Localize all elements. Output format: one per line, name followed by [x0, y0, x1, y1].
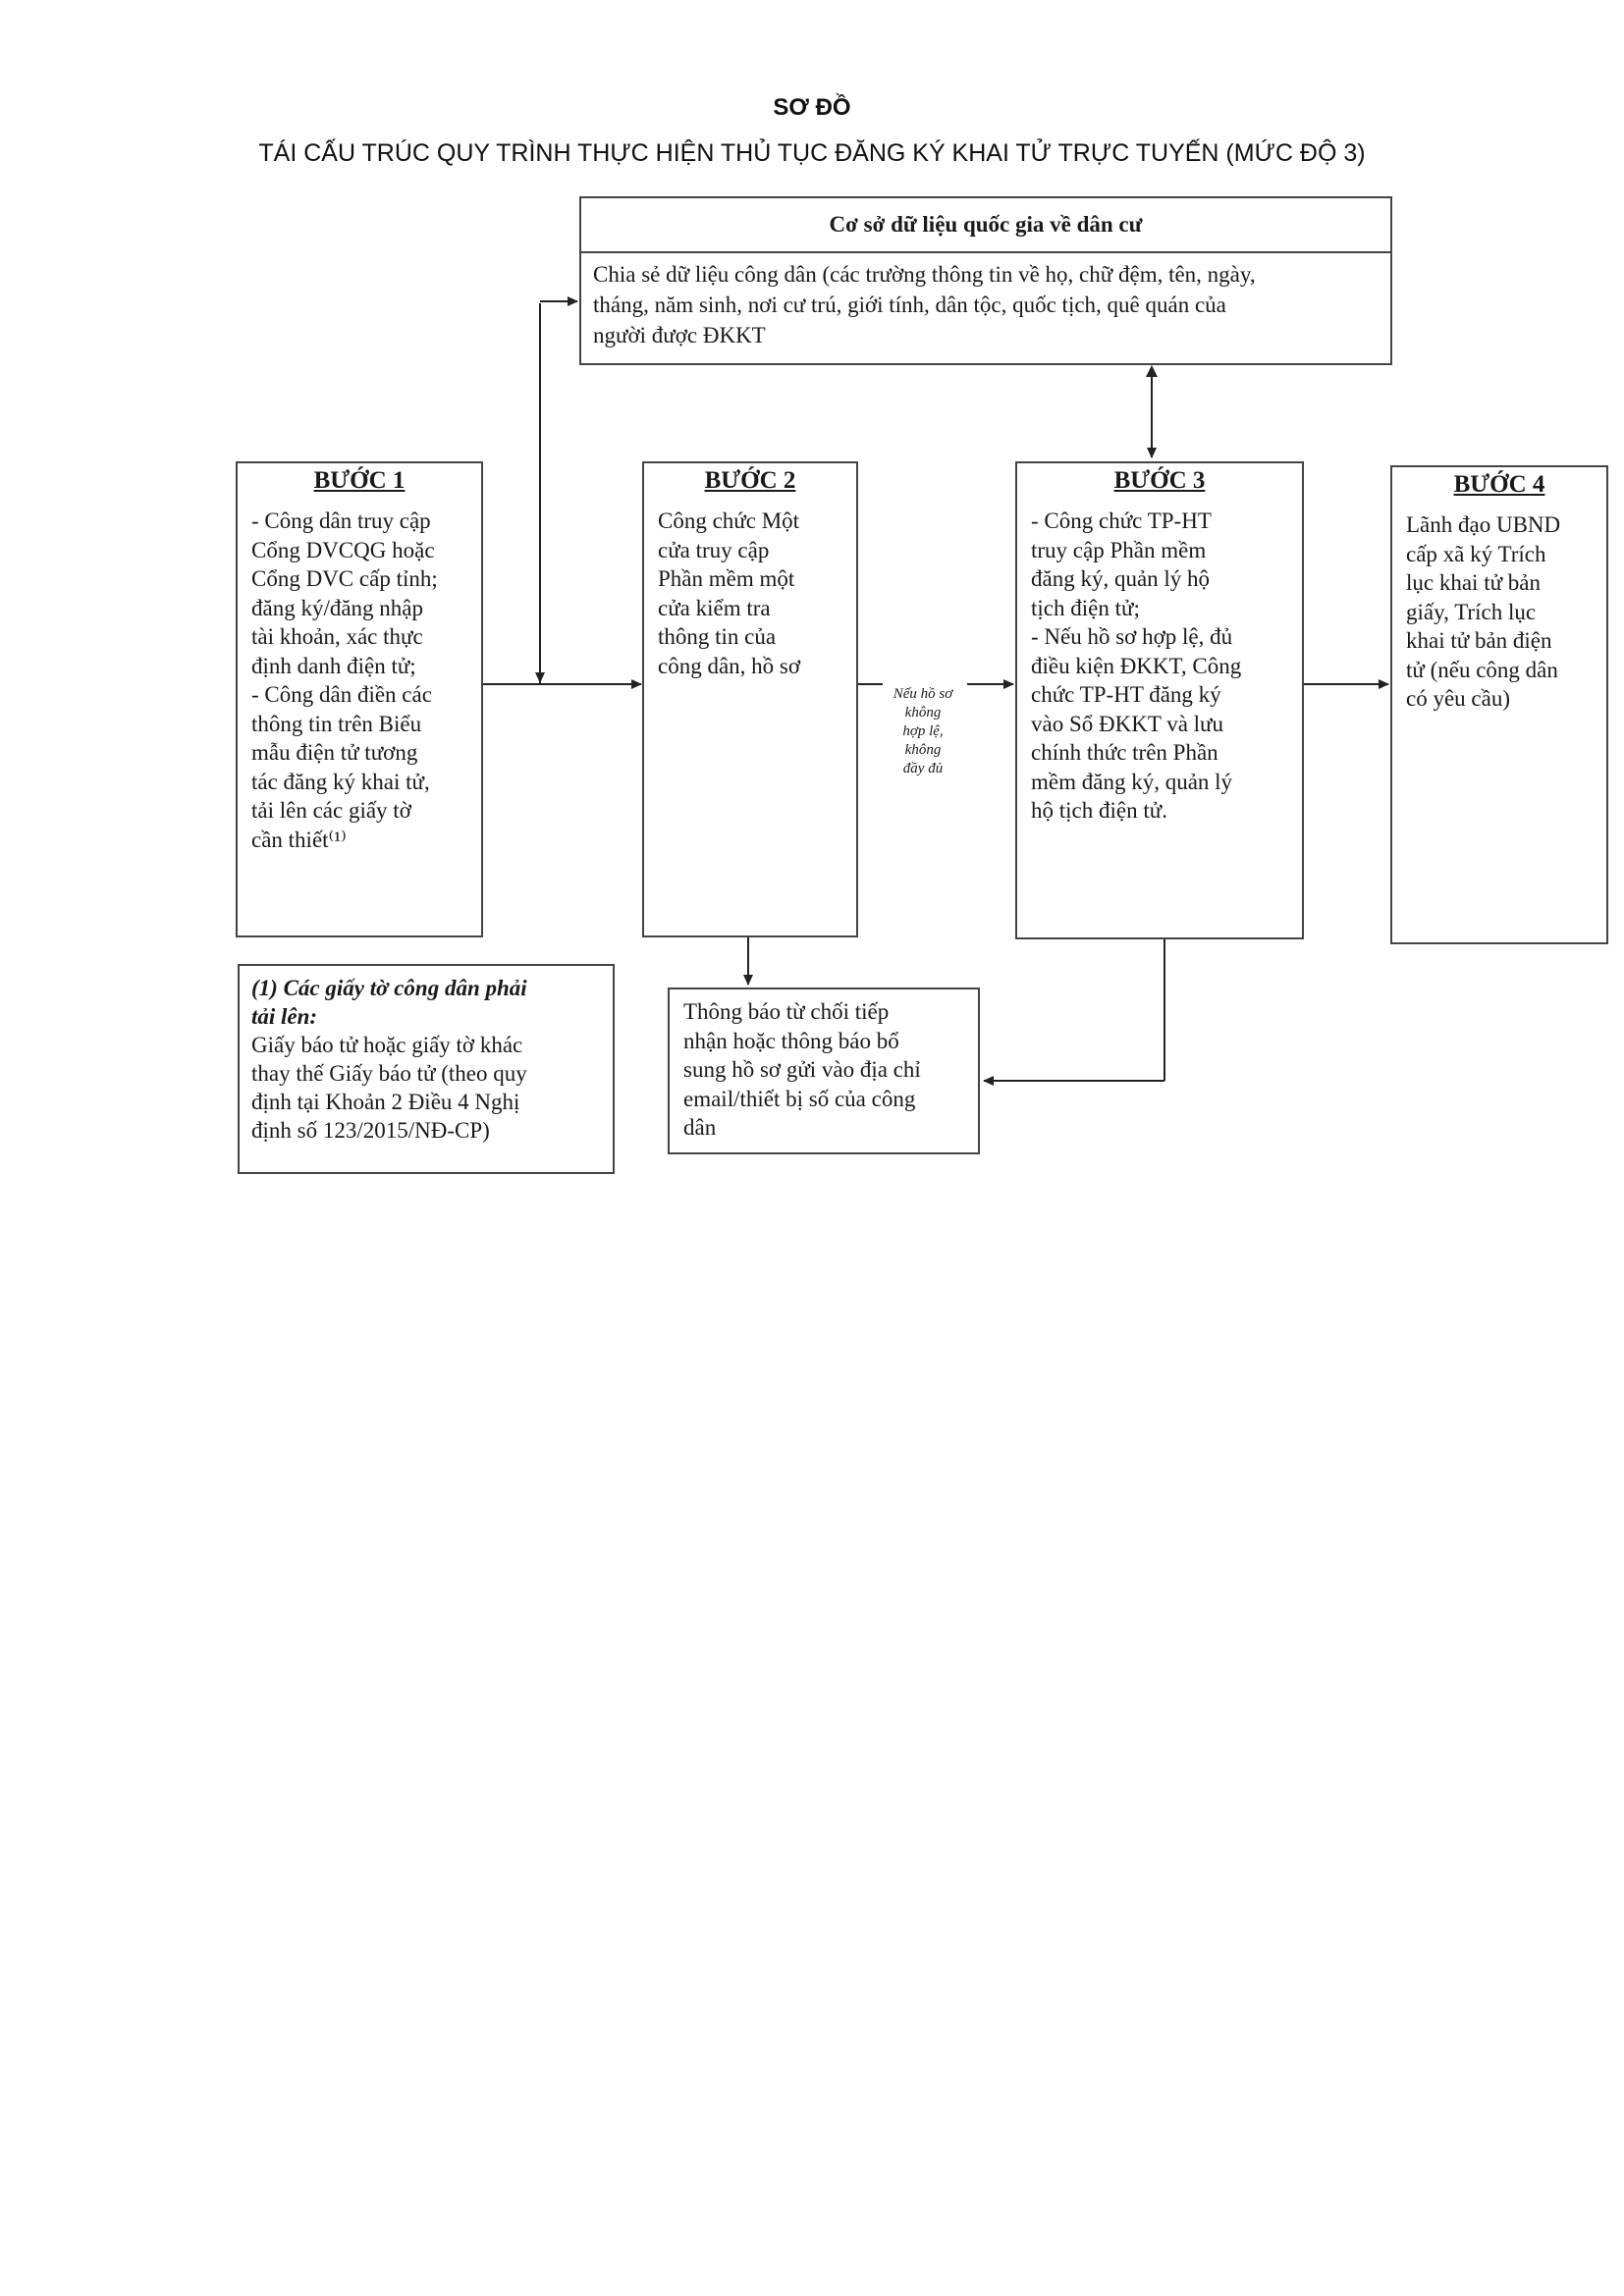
step-2-body: Công chức Một cửa truy cập Phần mềm một cửa kiểm tra thông tin của công dân, hồ sơ — [658, 508, 801, 678]
arrow-database-step3-top-head — [1146, 365, 1158, 377]
database-body: Chia sẻ dữ liệu công dân (các trường thông tin về họ, chữ đệm, tên, ngày, tháng, năm sinh, nơi cư trú, giới tính, dân tộc, quốc tịch, quê quán của người được ĐKKT — [593, 262, 1256, 347]
note-body: Giấy báo tử hoặc giấy tờ khác thay thế Giấy báo tử (theo quy định tại Khoản 2 Điều 4 Nghị định số 123/2015/NĐ-CP) — [251, 1033, 527, 1143]
step-4-body: Lãnh đạo UBND cấp xã ký Trích lục khai tử bản giấy, Trích lục khai tử bản điện tử (nếu công dân có yêu cầu) — [1406, 512, 1561, 711]
page-title: SƠ ĐỒ — [773, 94, 851, 121]
step-3-box — [1015, 461, 1304, 939]
step-1-box — [236, 461, 483, 937]
step-4-box — [1390, 465, 1608, 944]
database-box — [579, 196, 1392, 365]
notification-box — [668, 988, 980, 1154]
notification-body: Thông báo từ chối tiếp nhận hoặc thông báo bổ sung hồ sơ gửi vào địa chỉ email/thiết bị số của công dân — [683, 999, 921, 1140]
step-3-body: - Công chức TP-HT truy cập Phần mềm đăng ký, quản lý hộ tịch điện tử; - Nếu hồ sơ hợp lệ, đủ điều kiện ĐKKT, Công chức TP-HT đăng ký vào Sổ ĐKKT và lưu chính thức trên Phần mềm đăng ký, quản lý hộ tịch điện tử. — [1031, 508, 1242, 823]
step-1-title: BƯỚC 1 — [313, 467, 406, 494]
page-subtitle: TÁI CẤU TRÚC QUY TRÌNH THỰC HIỆN THỦ TỤC ĐĂNG KÝ KHAI TỬ TRỰC TUYẾN (MỨC ĐỘ 3) — [258, 139, 1366, 167]
note-box — [238, 964, 615, 1174]
step-3-title: BƯỚC 3 — [1113, 467, 1206, 494]
note-title: (1) Các giấy tờ công dân phải tải lên: — [251, 976, 527, 1029]
step-4-title: BƯỚC 4 — [1453, 471, 1545, 498]
database-title: Cơ sở dữ liệu quốc gia về dân cư — [581, 198, 1390, 253]
edge-label-invalid: Nếu hồ sơ không hợp lệ, không đầy đủ — [893, 686, 953, 776]
step-1-body: - Công dân truy cập Cổng DVCQG hoặc Cổng DVC cấp tỉnh; đăng ký/đăng nhập tài khoản, xác thực định danh điện tử; - Công dân điền các thông tin trên Biểu mẫu điện tử tương tác đăng ký khai tử, tải lên các giấy tờ cần thiết⁽¹⁾ — [251, 508, 438, 852]
step-2-title: BƯỚC 2 — [704, 467, 796, 494]
step-2-box — [642, 461, 858, 937]
